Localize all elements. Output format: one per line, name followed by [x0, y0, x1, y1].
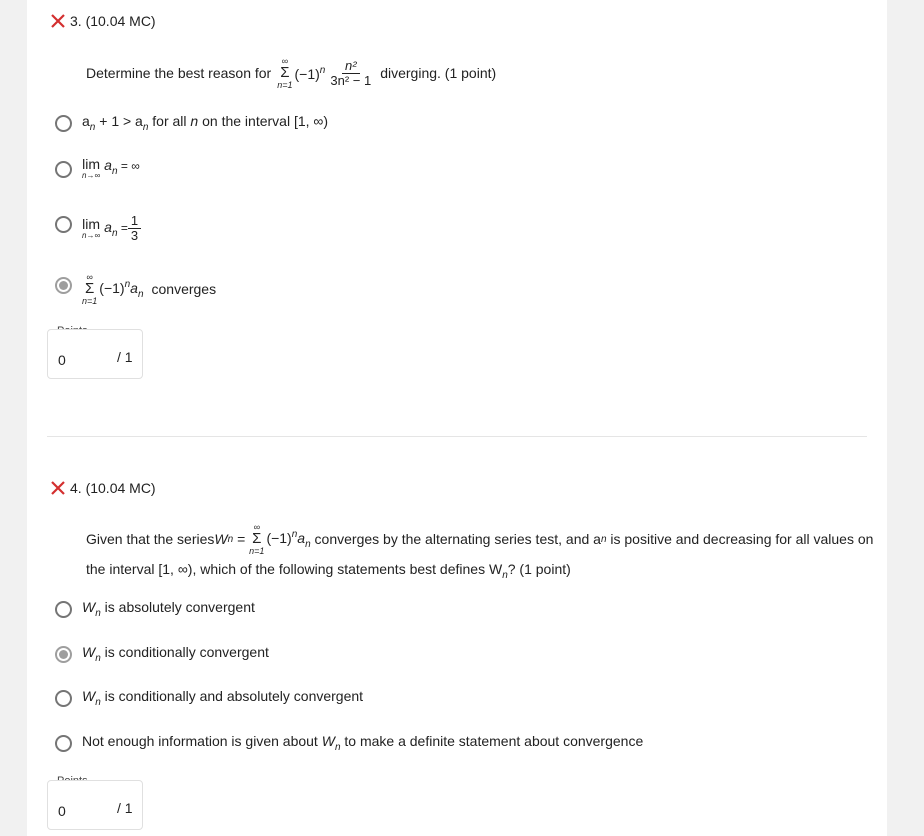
q3-option-3[interactable] [55, 206, 141, 243]
points-max: / 1 [117, 349, 133, 365]
radio-button[interactable] [55, 735, 72, 752]
q4-option-3[interactable] [55, 688, 363, 708]
question-4-prompt-line-2: the interval [1, ∞), which of the following statements best defines $W_n$? (1 point) [86, 561, 571, 581]
option-label: $W_n$ is conditionally and absolutely convergent [82, 688, 364, 708]
question-divider [47, 436, 867, 437]
question-4-title: 4. (10.04 MC) [70, 480, 156, 496]
question-card [27, 0, 887, 836]
fraction: $\frac{\text{n²}}{\text{3n² − 1}}$ [330, 57, 372, 88]
option-label: lim n→∞ $a_n$ = $\frac{1}{3}$ [82, 206, 141, 243]
option-label: lim n→∞ $a_n$ = ∞ [82, 156, 140, 180]
points-max: / 1 [117, 800, 133, 816]
radio-button[interactable] [55, 601, 72, 618]
option-label: Not enough information is given about $W_n$ to make a definite statement about convergence [82, 733, 644, 753]
radio-button[interactable] [55, 115, 72, 132]
radio-button[interactable] [55, 690, 72, 707]
question-3-prompt: Determine the best reason for ∞ Σ n=1 $(-1)^n$ $\frac{\text{n²}}{\text{3n² − 1}}$ diverging. (1 point) [86, 56, 497, 90]
q3-option-2[interactable] [55, 157, 140, 181]
radio-button[interactable] [55, 161, 72, 178]
radio-button-selected[interactable] [55, 646, 72, 663]
points-box [47, 780, 143, 830]
question-3-header [51, 13, 156, 29]
prompt-text-end: diverging. (1 point) [380, 65, 497, 81]
points-value: 0 [58, 803, 66, 819]
q4-option-2[interactable] [55, 644, 269, 664]
points-box [47, 329, 143, 379]
summation: ∞ Σ n=1 [277, 56, 293, 90]
q4-option-1[interactable] [55, 599, 255, 619]
question-4-header [51, 480, 156, 496]
question-4-prompt-line-1: Given that the series W n = ∞ Σ n=1 $(-1)^na_n$ converges by the alternating series test, and a n is positive and decreasing for all values on [86, 522, 874, 556]
incorrect-x-icon [51, 481, 65, 495]
points-value: 0 [58, 352, 66, 368]
radio-button[interactable] [55, 216, 72, 233]
question-3-title: 3. (10.04 MC) [70, 13, 156, 29]
q3-option-1[interactable] [55, 113, 328, 133]
option-label: $W_n$ is absolutely convergent [82, 599, 255, 619]
incorrect-x-icon [51, 14, 65, 28]
option-label: ∞ Σ n=1 $(-1)^na_n$ converges [82, 272, 217, 306]
option-label: $W_n$ is conditionally convergent [82, 644, 269, 664]
option-label: $a_n + 1 > a_n$ for all n on the interval [1, ∞) [82, 113, 329, 133]
radio-button-selected[interactable] [55, 277, 72, 294]
prompt-text: Determine the best reason for [86, 65, 272, 81]
q3-option-4[interactable] [55, 264, 216, 306]
q4-option-4[interactable] [55, 733, 643, 753]
